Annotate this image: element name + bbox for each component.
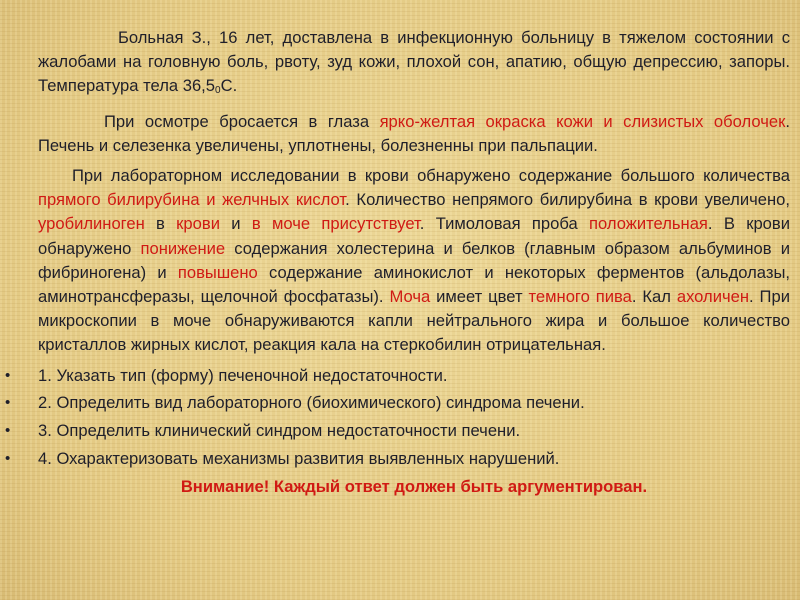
question-text: 1. Указать тип (форму) печеночной недостаточности. — [38, 365, 448, 385]
body-text: . Кал — [631, 287, 677, 307]
question-item — [5, 391, 790, 415]
body-text: . Количество непрямого билирубина в крови увеличено, — [345, 190, 791, 210]
highlighted-text: повышено — [177, 262, 258, 282]
body-text: . Печень и селезенка увеличены, уплотнены, болезненны при пальпации. — [38, 111, 790, 155]
case-paragraph-3 — [38, 164, 790, 358]
body-text: . В крови обнаружено — [38, 214, 790, 258]
warning-text: Внимание! Каждый ответ должен быть аргументирован. — [180, 476, 648, 496]
highlighted-text: темного пива — [528, 287, 632, 307]
question-text: 2. Определить вид лабораторного (биохимического) синдрома печени. — [38, 393, 585, 413]
body-text: в — [144, 214, 177, 234]
body-text: и — [219, 214, 252, 234]
body-text: . Тимоловая проба — [419, 214, 589, 234]
question-text: 4. Охарактеризовать механизмы развития выявленных нарушений. — [38, 449, 560, 469]
question-item — [5, 419, 790, 443]
temperature-unit: С. — [220, 76, 238, 96]
highlighted-text: прямого билирубина и желчных кислот — [38, 190, 346, 210]
case-paragraph-1 — [38, 26, 790, 104]
highlighted-text: ярко-желтая окраска кожи и слизистых оболочек — [379, 111, 786, 131]
body-text: имеет цвет — [430, 287, 529, 307]
bullet-icon: • — [5, 422, 11, 440]
question-item — [5, 447, 790, 471]
slide-content — [5, 26, 791, 499]
case-paragraph-2 — [38, 110, 790, 158]
body-text: . При микроскопии в моче обнаруживаются капли нейтрального жира и большое количество кристаллов жирных кислот, реакция кала на стеркобилин отрицательная. — [38, 287, 790, 355]
highlighted-text: ахоличен — [676, 287, 750, 307]
highlighted-text: крови — [176, 214, 220, 234]
body-text: При лабораторном исследовании в крови обнаружено содержание большого количества — [72, 166, 790, 186]
bullet-icon: • — [5, 450, 11, 468]
question-item — [5, 364, 790, 388]
body-text: При осмотре бросается в глаза — [104, 111, 380, 131]
bullet-icon: • — [5, 394, 11, 412]
highlighted-text: понижение — [140, 238, 226, 258]
questions-list — [5, 364, 790, 472]
bullet-icon: • — [5, 366, 11, 384]
body-text: содержание аминокислот и некоторых ферментов (альдолазы, аминотрансферазы, щелочной фосфатазы). — [38, 262, 790, 307]
question-text: 3. Определить клинический синдром недостаточности печени. — [38, 421, 521, 441]
highlighted-text: положительная — [588, 214, 708, 234]
case-paragraph-1-text: Больная З., 16 лет, доставлена в инфекционную больницу в тяжелом состоянии с жалобами на головную боль, рвоту, зуд кожи, плохой сон, апатию, общую депрессию, запоры. Температура тела 36,5 — [38, 28, 790, 96]
highlighted-text: в моче присутствует — [251, 214, 420, 234]
degree-superscript: 0 — [215, 85, 221, 97]
highlighted-text: Моча — [389, 287, 431, 307]
body-text: содержания холестерина и белков (главным образом альбуминов и фибриногена) и — [38, 238, 790, 282]
highlighted-text: уробилиноген — [38, 214, 145, 234]
